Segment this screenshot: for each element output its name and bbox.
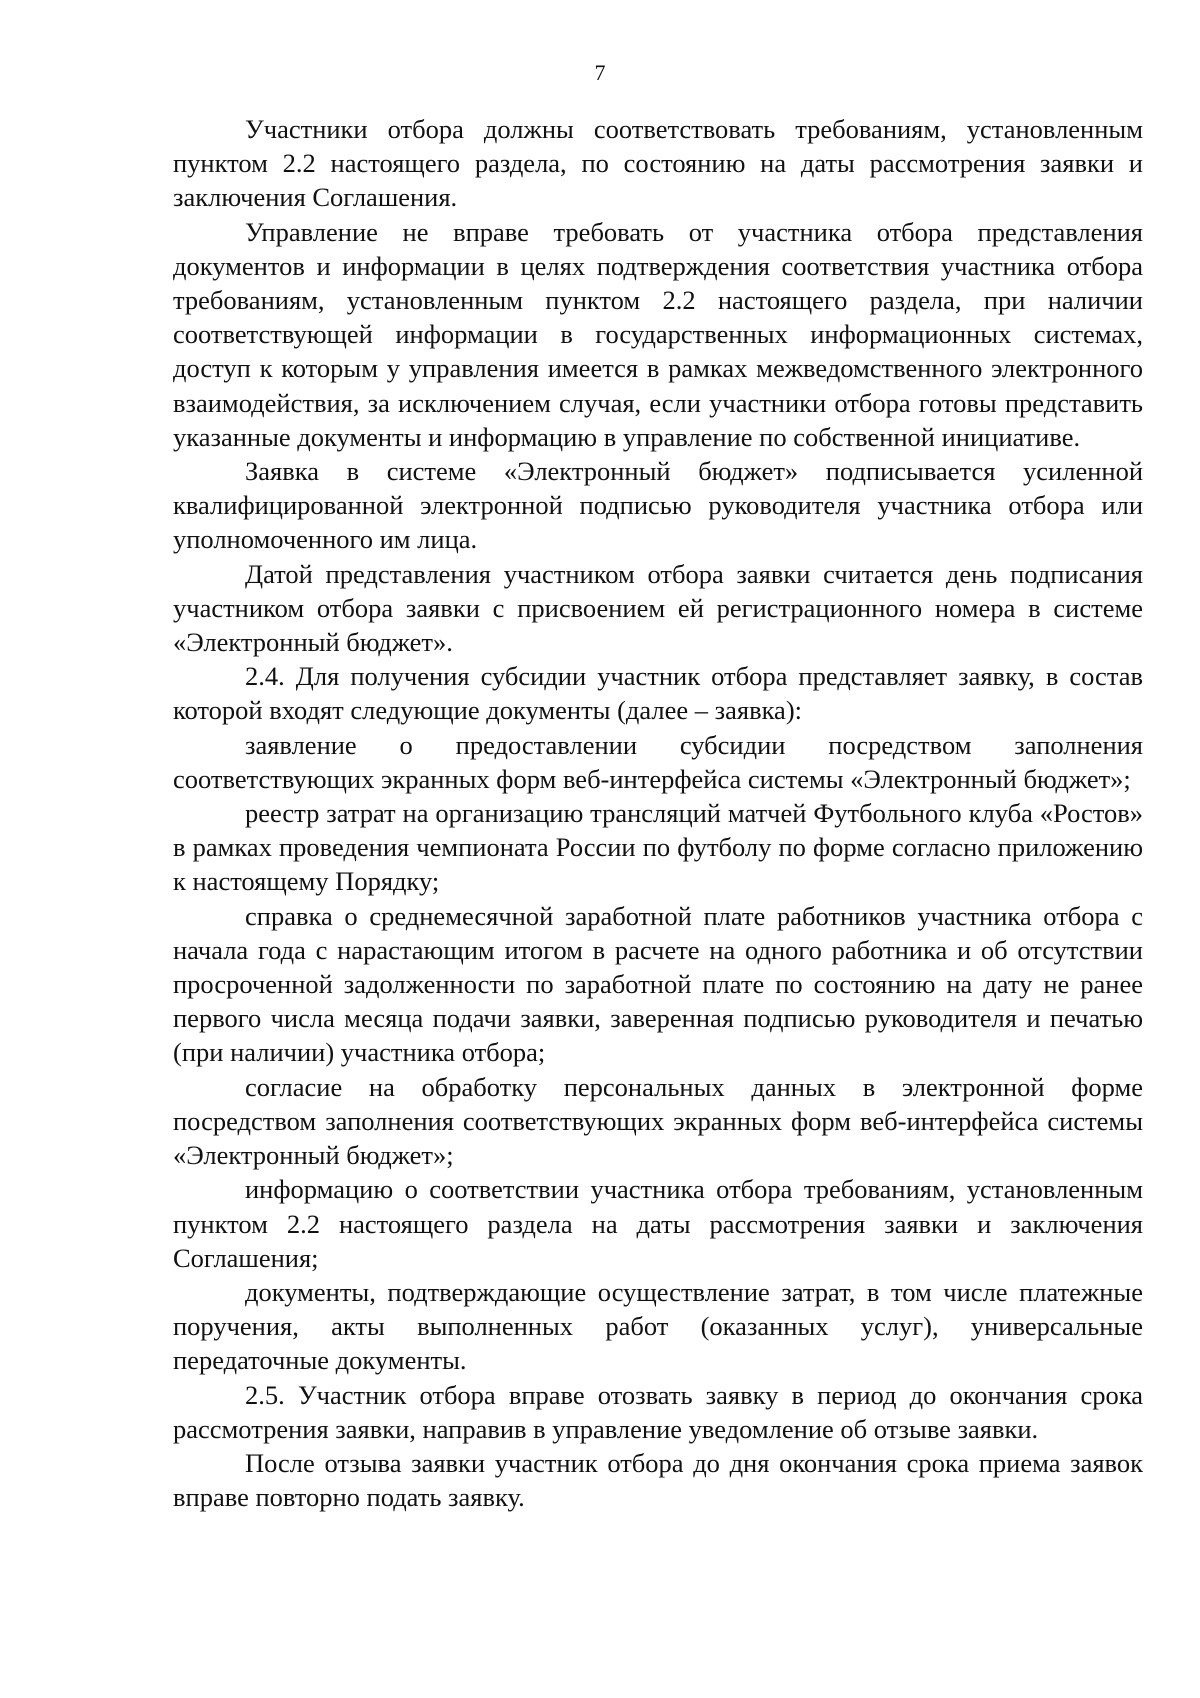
paragraph-section-2-4: 2.4. Для получения субсидии участник отбора представляет заявку, в состав которой входят следующие документы (далее – заявка): [173,661,1143,726]
list-item-cost-documents: документы, подтверждающие осуществление затрат, в том числе платежные поручения, акты выполненных работ (оказанных услуг), универсальные передаточные документы. [173,1276,1143,1376]
paragraph-application-signature: Заявка в системе «Электронный бюджет» подписывается усиленной квалифицированной электронной подписью руководителя участника отбора или уполномоченного им лица. [173,456,1143,555]
list-item-compliance-information: информацию о соответствии участника отбора требованиям, установленным пунктом 2.2 настоящего раздела на даты рассмотрения заявки и заключения Соглашения; [173,1174,1143,1273]
paragraph-no-documents-required: Управление не вправе требовать от участника отбора представления документов и информации в целях подтверждения соответствия участника отбора требованиям, установленным пунктом 2.2 настоящего раздела, при наличии соответствующей информации в государственных информационных системах, доступ к которым у управления имеется в рамках межведомственного электронного взаимодействия, за исключением случая, если участники отбора готовы представить указанные документы и информацию в управление по собственной инициативе. [173,216,1143,452]
list-item-salary-certificate: справка о среднемесячной заработной плате работников участника отбора с начала года с нарастающим итогом в расчете на одного работника и об отсутствии просроченной задолженности по заработной плате по состоянию на дату не ранее первого числа месяца подачи заявки, заверенная подписью руководителя и печатью (при наличии) участника отбора; [173,900,1143,1068]
document-body [173,112,1143,1514]
page-number: 7 [594,60,606,85]
paragraph-section-2-5: 2.5. Участник отбора вправе отозвать заявку в период до окончания срока рассмотрения заявки, направив в управление уведомление об отзыве заявки. [173,1379,1143,1444]
paragraph-resubmission: После отзыва заявки участник отбора до дня окончания срока приема заявок вправе повторно подать заявку. [173,1447,1143,1513]
paragraph-participants-requirements: Участники отбора должны соответствовать требованиям, установленным пунктом 2.2 настоящего раздела, по состоянию на даты рассмотрения заявки и заключения Соглашения. [173,114,1143,213]
list-item-statement: заявление о предоставлении субсидии посредством заполнения соответствующих экранных форм веб-интерфейса системы «Электронный бюджет»; [173,729,1143,794]
list-item-personal-data-consent: согласие на обработку персональных данных в электронной форме посредством заполнения соответствующих экранных форм веб-интерфейса системы «Электронный бюджет»; [173,1071,1143,1171]
list-item-cost-register: реестр затрат на организацию трансляций матчей Футбольного клуба «Ростов» в рамках проведения чемпионата России по футболу по форме согласно приложению к настоящему Порядку; [173,798,1143,897]
paragraph-submission-date: Датой представления участником отбора заявки считается день подписания участником отбора заявки с присвоением ей регистрационного номера в системе «Электронный бюджет». [173,558,1143,658]
